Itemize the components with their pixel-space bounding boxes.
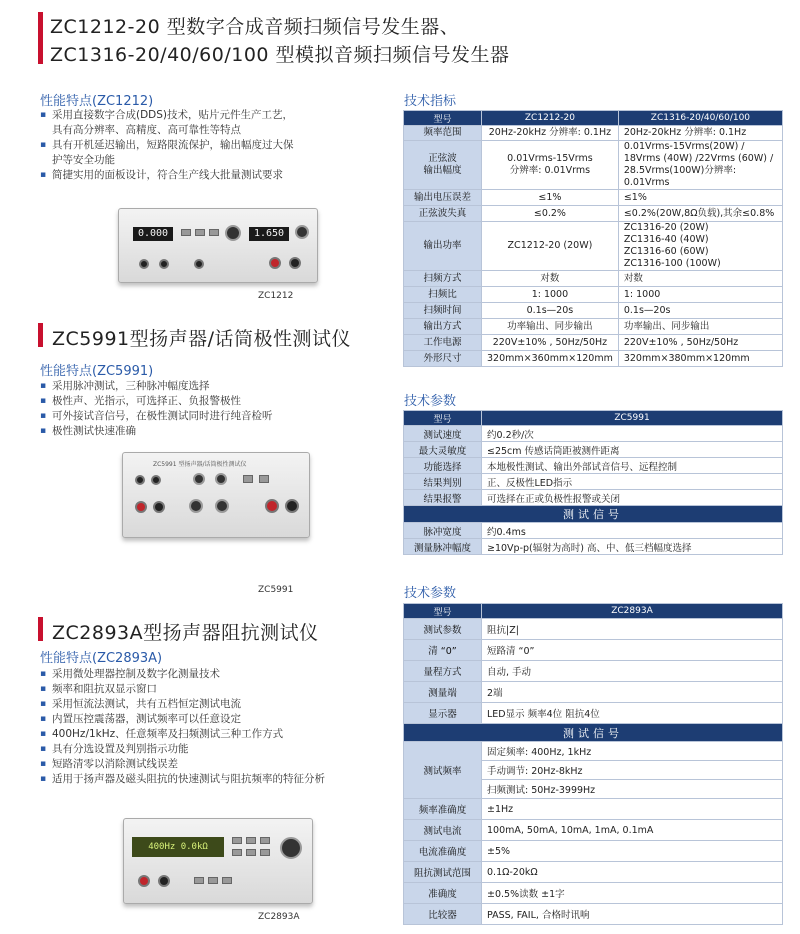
level-knob	[215, 473, 227, 485]
spec-row	[404, 141, 783, 190]
spec-label-cell: 工作电源	[404, 335, 482, 351]
black-terminal	[285, 499, 299, 513]
spec-value-cell: 0.1s—20s	[482, 303, 619, 319]
feature-item: ▪ 简捷实用的面板设计，符合生产线大批量测试要求	[40, 168, 360, 183]
panel-button	[260, 837, 270, 844]
spec-label-cell: 结果判别	[404, 474, 482, 490]
zc5991-spec-table	[403, 410, 783, 555]
spec-label-cell: 最大灵敏度	[404, 442, 482, 458]
panel-button	[243, 475, 253, 483]
spec-label-cell: 结果报警	[404, 490, 482, 506]
spec-value-cell: 功率输出、同步输出	[618, 319, 782, 335]
spec-header-cell: ZC1316-20/40/60/100	[618, 111, 782, 126]
section1-title-line2: ZC1316-20/40/60/100 型模拟音频扫频信号发生器	[50, 44, 510, 66]
spec-header-cell: ZC5991	[482, 411, 783, 426]
spec-label-cell: 输出方式	[404, 319, 482, 335]
spec-row	[404, 682, 783, 703]
spec-label-cell: 扫频方式	[404, 271, 482, 287]
spec-label-cell: 测试参数	[404, 619, 482, 640]
spec-value-cell: 固定频率: 400Hz, 1kHz	[482, 742, 783, 761]
zc1212-lcd-amplitude: 1.650	[249, 227, 289, 241]
section3-title: ZC2893A型扬声器阻抗测试仪	[52, 622, 319, 644]
spec-label-cell: 外形尺寸	[404, 351, 482, 367]
section3-features-title: 性能特点(ZC2893A)	[40, 651, 163, 666]
feature-item: ▪ 采用直接数字合成(DDS)技术，贴片元件生产工艺，	[40, 108, 360, 123]
feature-item: 具有高分辨率、高精度、高可靠性等特点	[52, 124, 241, 136]
spec-value-cell: ≤1%	[618, 190, 782, 206]
spec-row	[404, 904, 783, 925]
panel-button	[195, 229, 205, 236]
spec-label-cell: 清 “0”	[404, 640, 482, 661]
output-jack	[194, 259, 204, 269]
panel-button	[181, 229, 191, 236]
spec-value-cell: 功率输出、同步输出	[482, 319, 619, 335]
feature-item: ▪ 具有开机延迟输出，短路限流保护，输出幅度过大保	[40, 138, 360, 153]
panel-button	[246, 849, 256, 856]
spec-value-cell: 220V±10% , 50Hz/50Hz	[618, 335, 782, 351]
feature-item: ▪ 短路清零以消除测试线误差	[40, 757, 390, 772]
feature-item: ▪ 采用微处理器控制及数字化测量技术	[40, 667, 390, 682]
spec-row	[404, 799, 783, 820]
spec-row	[404, 190, 783, 206]
spec-value-cell: 20Hz-20kHz 分辨率: 0.1Hz	[482, 126, 619, 141]
spec-row	[404, 319, 783, 335]
spec-value-cell: 1: 1000	[618, 287, 782, 303]
spec-label-cell: 阻抗测试范围	[404, 862, 482, 883]
black-terminal	[289, 257, 301, 269]
spec-row	[404, 351, 783, 367]
spec-row	[404, 303, 783, 319]
spec-row	[404, 287, 783, 303]
panel-button	[208, 877, 218, 884]
output-knob	[295, 225, 309, 239]
test-signal-band: 测试信号	[404, 724, 783, 742]
mode-knob	[215, 499, 229, 513]
feature-item: ▪ 极性测试快速准确	[40, 424, 360, 439]
spec-value-cell: ZC1316-20 (20W) ZC1316-40 (40W) ZC1316-60 (60W) ZC1316-100 (100W)	[618, 222, 782, 271]
panel-button	[232, 849, 242, 856]
section2-spec-title: 技术参数	[404, 394, 457, 409]
spec-row	[404, 820, 783, 841]
zc1212-spec-table	[403, 110, 783, 367]
spec-value-cell: 20Hz-20kHz 分辨率: 0.1Hz	[618, 126, 782, 141]
feature-item: ▪ 400Hz/1kHz、任意频率及扫频测试三种工作方式	[40, 727, 390, 742]
spec-band-row	[404, 724, 783, 742]
spec-value-cell: ZC1212-20 (20W)	[482, 222, 619, 271]
spec-header-cell: ZC2893A	[482, 604, 783, 619]
spec-value-cell: LED显示 频率4位 阻抗4位	[482, 703, 783, 724]
spec-row	[404, 742, 783, 761]
spec-row	[404, 703, 783, 724]
spec-row	[404, 426, 783, 442]
spec-value-cell: 0.1s—20s	[618, 303, 782, 319]
spec-value-cell: 可选择在正或负极性报警或关闭	[482, 490, 783, 506]
spec-value-cell: 短路清 “0”	[482, 640, 783, 661]
spec-header-cell: 型号	[404, 111, 482, 126]
spec-value-cell: ±1Hz	[482, 799, 783, 820]
spec-value-cell: 手动调节: 20Hz-8kHz	[482, 761, 783, 780]
spec-value-cell: 320mm×360mm×120mm	[482, 351, 619, 367]
spec-label-cell: 正弦波失真	[404, 206, 482, 222]
red-terminal	[269, 257, 281, 269]
output-jack	[159, 259, 169, 269]
feature-item: ▪ 频率和阻抗双显示窗口	[40, 682, 390, 697]
feature-item: ▪ 适用于扬声器及磁头阻抗的快速测试与阻抗频率的特征分析	[40, 772, 390, 787]
spec-label-cell: 测试频率	[404, 742, 482, 799]
spec-value-cell: 0.01Vrms-15Vrms(20W) / 18Vrms (40W) /22Vrms (60W) / 28.5Vrms(100W)分辨率: 0.01Vrms	[618, 141, 782, 190]
spec-value-cell: ±5%	[482, 841, 783, 862]
spec-value-cell: 100mA, 50mA, 10mA, 1mA, 0.1mA	[482, 820, 783, 841]
spec-label-cell: 测试电流	[404, 820, 482, 841]
spec-header-cell: 型号	[404, 411, 482, 426]
spec-label-cell: 频率范围	[404, 126, 482, 141]
section2-title: ZC5991型扬声器/话筒极性测试仪	[52, 328, 352, 350]
spec-value-cell: 约0.2秒/次	[482, 426, 783, 442]
spec-value-cell: PASS, FAIL, 合格时讯响	[482, 904, 783, 925]
spec-value-cell: ±0.5%读数 ±1字	[482, 883, 783, 904]
panel-button	[259, 475, 269, 483]
spec-label-cell: 输出功率	[404, 222, 482, 271]
spec-label-cell: 电流准确度	[404, 841, 482, 862]
feature-item: ▪ 极性声、光指示，可选择正、负报警极性	[40, 394, 360, 409]
spec-row	[404, 126, 783, 141]
zc1212-caption: ZC1212	[258, 291, 294, 301]
spec-value-cell: ≤0.2%(20W,8Ω负载),其余≤0.8%	[618, 206, 782, 222]
feature-item: 护等安全功能	[52, 154, 115, 166]
panel-button	[194, 877, 204, 884]
panel-button	[232, 837, 242, 844]
spec-value-cell: 220V±10% , 50Hz/50Hz	[482, 335, 619, 351]
spec-value-cell: 0.1Ω-20kΩ	[482, 862, 783, 883]
feature-item: ▪ 内置压控震荡器，测试频率可以任意设定	[40, 712, 390, 727]
spec-header-cell: ZC1212-20	[482, 111, 619, 126]
red-terminal	[265, 499, 279, 513]
spec-band-row	[404, 506, 783, 523]
spec-row	[404, 490, 783, 506]
spec-value-cell: 扫频测试: 50Hz-3999Hz	[482, 780, 783, 799]
spec-label-cell: 准确度	[404, 883, 482, 904]
spec-row	[404, 640, 783, 661]
spec-row	[404, 619, 783, 640]
zc2893a-device-image	[123, 818, 313, 904]
zc5991-panel-title: ZC5991 型扬声器/话筒极性测试仪	[153, 461, 247, 468]
spec-label-cell: 扫频比	[404, 287, 482, 303]
zc2893a-spec-table	[403, 603, 783, 925]
spec-value-cell: 阻抗|Z|	[482, 619, 783, 640]
spec-row	[404, 458, 783, 474]
spec-label-cell: 扫频时间	[404, 303, 482, 319]
spec-label-cell: 脉冲宽度	[404, 523, 482, 539]
section1-spec-title: 技术指标	[404, 94, 457, 109]
spec-row	[404, 206, 783, 222]
zc2893a-caption: ZC2893A	[258, 912, 300, 922]
feature-item: ▪ 采用脉冲测试，三种脉冲幅度选择	[40, 379, 360, 394]
input-jack	[151, 475, 161, 485]
spec-value-cell: 对数	[482, 271, 619, 287]
mode-knob	[189, 499, 203, 513]
spec-label-cell: 输出电压误差	[404, 190, 482, 206]
panel-button	[222, 877, 232, 884]
red-terminal	[138, 875, 150, 887]
section2-features-list	[40, 379, 360, 439]
spec-row	[404, 883, 783, 904]
spec-label-cell: 测试速度	[404, 426, 482, 442]
spec-label-cell: 显示器	[404, 703, 482, 724]
section3-spec-title: 技术参数	[404, 586, 457, 601]
spec-label-cell: 量程方式	[404, 661, 482, 682]
section3-features-list	[40, 667, 390, 787]
section2-features-title: 性能特点(ZC5991)	[40, 364, 154, 379]
amplitude-knob	[225, 225, 241, 241]
spec-row	[404, 841, 783, 862]
zc5991-caption: ZC5991	[258, 585, 294, 595]
spec-label-cell: 比较器	[404, 904, 482, 925]
spec-value-cell: 自动, 手动	[482, 661, 783, 682]
spec-row	[404, 523, 783, 539]
zc1212-device-image	[118, 208, 318, 283]
section-accent-bar	[38, 323, 43, 347]
spec-value-cell: ≤25cm 传感话筒距被测件距离	[482, 442, 783, 458]
spec-value-cell: 正、反极性LED指示	[482, 474, 783, 490]
spec-label-cell: 测量脉冲幅度	[404, 539, 482, 555]
section-accent-bar	[38, 12, 43, 64]
section-accent-bar	[38, 617, 43, 641]
spec-row	[404, 661, 783, 682]
spec-value-cell: 对数	[618, 271, 782, 287]
level-knob	[193, 473, 205, 485]
section1-features-list	[40, 108, 360, 183]
feature-item: ▪ 可外接试音信号，在极性测试同时进行纯音检听	[40, 409, 360, 424]
section1-features-title: 性能特点(ZC1212)	[40, 94, 154, 109]
panel-button	[260, 849, 270, 856]
spec-row	[404, 862, 783, 883]
spec-row	[404, 442, 783, 458]
spec-value-cell: 1: 1000	[482, 287, 619, 303]
zc5991-device-image	[122, 452, 310, 538]
spec-value-cell: ≥10Vp-p(辐射为高时) 高、中、低三档幅度选择	[482, 539, 783, 555]
spec-label-cell: 正弦波 输出幅度	[404, 141, 482, 190]
spec-label-cell: 功能选择	[404, 458, 482, 474]
frequency-knob	[280, 837, 302, 859]
zc1212-lcd-frequency: 0.000	[133, 227, 173, 241]
input-jack	[135, 475, 145, 485]
spec-value-cell: 本地极性测试、输出外部试音信号、远程控制	[482, 458, 783, 474]
spec-header-cell: 型号	[404, 604, 482, 619]
feature-item: ▪ 采用恒流法测试，共有五档恒定测试电流	[40, 697, 390, 712]
black-terminal	[153, 501, 165, 513]
panel-button	[209, 229, 219, 236]
panel-button	[246, 837, 256, 844]
output-jack	[139, 259, 149, 269]
spec-label-cell: 测量端	[404, 682, 482, 703]
spec-row	[404, 271, 783, 287]
spec-row	[404, 222, 783, 271]
zc2893a-lcd: 400Hz 0.0kΩ	[132, 837, 224, 857]
spec-value-cell: 约0.4ms	[482, 523, 783, 539]
red-terminal	[135, 501, 147, 513]
spec-row	[404, 539, 783, 555]
spec-value-cell: 0.01Vrms-15Vrms 分辨率: 0.01Vrms	[482, 141, 619, 190]
spec-value-cell: 320mm×380mm×120mm	[618, 351, 782, 367]
black-terminal	[158, 875, 170, 887]
spec-row	[404, 474, 783, 490]
section1-title-line1: ZC1212-20 型数字合成音频扫频信号发生器、	[50, 16, 460, 38]
spec-label-cell: 频率准确度	[404, 799, 482, 820]
feature-item: ▪ 具有分选设置及判别指示功能	[40, 742, 390, 757]
spec-row	[404, 335, 783, 351]
spec-value-cell: ≤1%	[482, 190, 619, 206]
spec-value-cell: 2端	[482, 682, 783, 703]
test-signal-band: 测试信号	[404, 506, 783, 523]
spec-value-cell: ≤0.2%	[482, 206, 619, 222]
